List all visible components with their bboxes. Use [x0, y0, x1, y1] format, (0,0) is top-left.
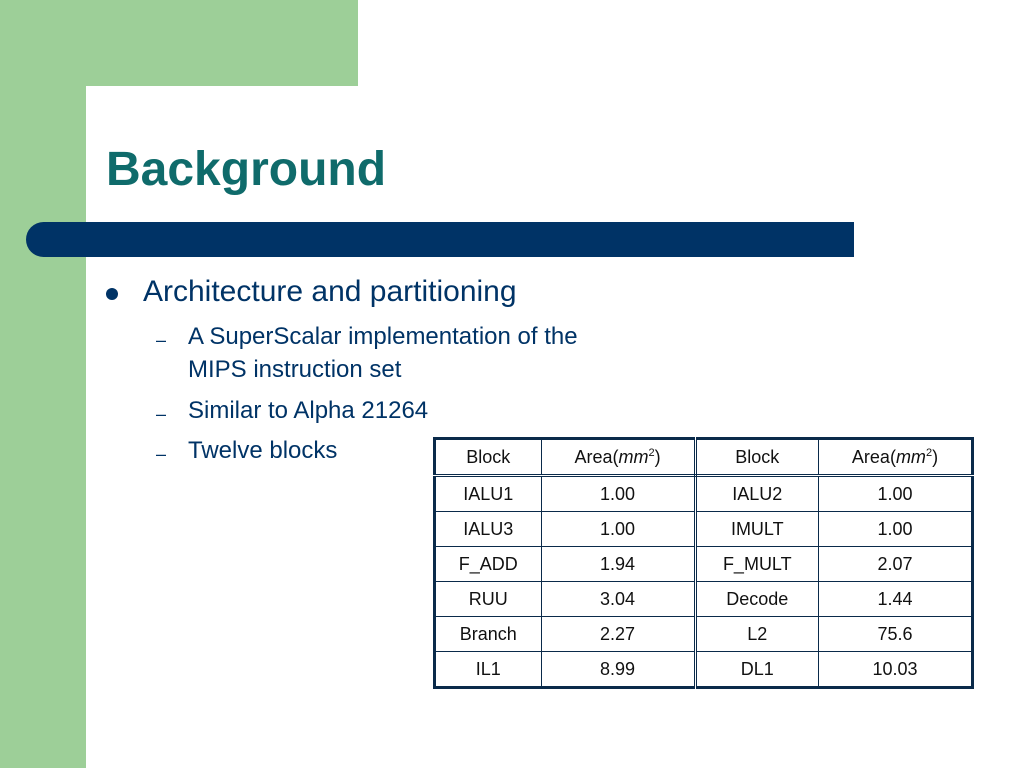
table-cell: 1.94	[541, 547, 695, 582]
table-cell: IALU3	[435, 512, 542, 547]
table-cell: 1.44	[819, 582, 973, 617]
block-area-table	[433, 437, 974, 689]
table-cell: 3.04	[541, 582, 695, 617]
subitem-line: A SuperScalar implementation of the	[188, 323, 578, 350]
green-top-band	[0, 0, 358, 86]
table-header-row	[435, 439, 973, 476]
table-cell: 1.00	[541, 512, 695, 547]
table-row	[435, 582, 973, 617]
table-cell: IMULT	[695, 512, 818, 547]
table-cell: Branch	[435, 617, 542, 652]
header-block: Block	[695, 439, 818, 476]
table-cell: F_ADD	[435, 547, 542, 582]
bullet-dot-icon	[106, 288, 118, 300]
dash-icon: –	[156, 330, 167, 350]
table-cell: DL1	[695, 652, 818, 688]
table-cell: 1.00	[819, 512, 973, 547]
table-cell: 10.03	[819, 652, 973, 688]
table-cell: F_MULT	[695, 547, 818, 582]
subitem-twelve-blocks: Twelve blocks	[188, 437, 338, 464]
subitem-superscalar	[188, 320, 578, 386]
subitem-alpha: Similar to Alpha 21264	[188, 397, 429, 424]
table-row	[435, 476, 973, 512]
table-cell: 2.27	[541, 617, 695, 652]
header-area: $Area(mm^2)$	[819, 439, 973, 476]
table-cell: IL1	[435, 652, 542, 688]
table-cell: RUU	[435, 582, 542, 617]
header-area: $Area(mm^2)$	[541, 439, 695, 476]
table-cell: 1.00	[541, 476, 695, 512]
bullet-architecture: Architecture and partitioning	[143, 275, 517, 308]
table-cell: 2.07	[819, 547, 973, 582]
table-row	[435, 512, 973, 547]
dash-icon: –	[156, 404, 167, 424]
table-row	[435, 547, 973, 582]
dash-icon: –	[156, 444, 167, 464]
table-cell: IALU1	[435, 476, 542, 512]
table-cell: Decode	[695, 582, 818, 617]
table-cell: 1.00	[819, 476, 973, 512]
table-row	[435, 652, 973, 688]
table-row	[435, 617, 973, 652]
table-cell: IALU2	[695, 476, 818, 512]
table-cell: L2	[695, 617, 818, 652]
subitem-line: MIPS instruction set	[188, 356, 402, 383]
table-cell: 8.99	[541, 652, 695, 688]
green-sidebar	[0, 0, 86, 768]
slide-title: Background	[106, 143, 387, 196]
table-cell: 75.6	[819, 617, 973, 652]
header-block: Block	[435, 439, 542, 476]
title-underline-bar	[26, 222, 854, 257]
